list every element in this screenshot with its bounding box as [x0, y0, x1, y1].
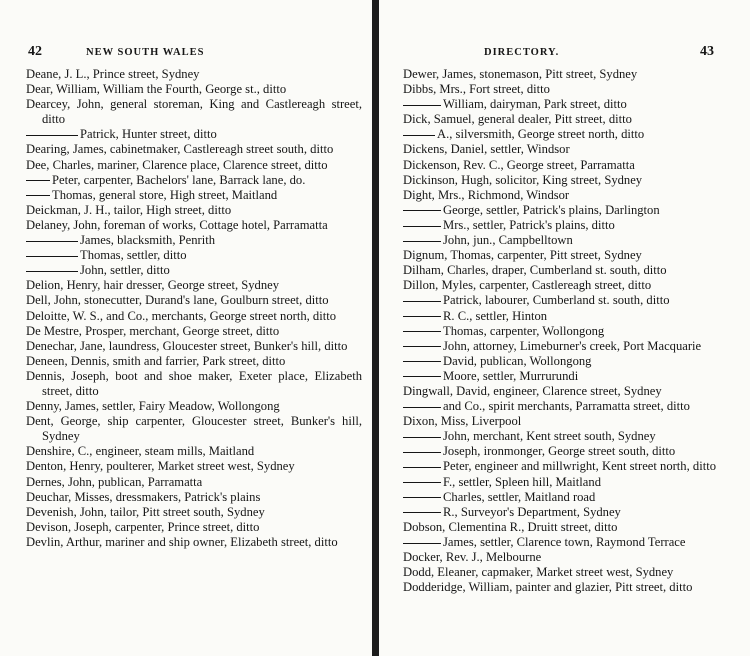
- left-page-number: 42: [28, 44, 42, 59]
- entry-text: Dearcey, John, general storeman, King and Castlereagh street, ditto: [26, 97, 362, 127]
- entry-text: Dell, John, stonecutter, Durand's lane, Goulburn street, ditto: [26, 293, 329, 308]
- entry-text: Devenish, John, tailor, Pitt street south, Sydney: [26, 504, 265, 519]
- entry-text: De Mestre, Prosper, merchant, George street, ditto: [26, 323, 280, 338]
- directory-entry: [403, 309, 733, 324]
- directory-entry: [26, 324, 362, 339]
- ditto-dash: [403, 376, 441, 377]
- directory-entry: [26, 490, 362, 505]
- directory-entry: [403, 218, 733, 233]
- directory-entry: [403, 475, 733, 490]
- ditto-dash: [403, 467, 441, 468]
- directory-entry: [403, 339, 733, 354]
- directory-entry: [403, 158, 733, 173]
- entry-text: Thomas, carpenter, Wollongong: [443, 323, 605, 338]
- entry-text: and Co., spirit merchants, Parramatta street, ditto: [443, 399, 690, 414]
- ditto-dash: [26, 135, 78, 136]
- right-running-head: DIRECTORY.: [484, 47, 560, 58]
- directory-entry: [26, 520, 362, 535]
- ditto-dash: [26, 271, 78, 272]
- directory-entry: [403, 580, 733, 595]
- right-page-header: [409, 44, 714, 62]
- entry-text: Deickman, J. H., tailor, High street, ditto: [26, 202, 232, 217]
- ditto-dash: [403, 543, 441, 544]
- entry-text: Dearing, James, cabinetmaker, Castlereagh street south, ditto: [26, 142, 334, 157]
- directory-entry: [403, 82, 733, 97]
- right-page-number: 43: [700, 44, 714, 59]
- entry-text: Dewer, James, stonemason, Pitt street, Sydney: [403, 67, 638, 81]
- directory-entry: [403, 173, 733, 188]
- ditto-dash: [403, 226, 441, 227]
- entry-text: Delaney, John, foreman of works, Cottage hotel, Parramatta: [26, 217, 328, 232]
- entry-text: Dobson, Clementina R., Druitt street, ditto: [403, 519, 618, 534]
- directory-entry: [403, 67, 733, 82]
- directory-entry: [403, 444, 733, 459]
- entry-text: John, attorney, Limeburner's creek, Port Macquarie: [443, 338, 702, 353]
- directory-entry: [403, 369, 733, 384]
- directory-entry: [26, 354, 362, 369]
- directory-entry: [403, 293, 733, 308]
- entry-text: Docker, Rev. J., Melbourne: [403, 550, 542, 564]
- directory-entry: [403, 550, 733, 565]
- entry-text: James, blacksmith, Penrith: [80, 233, 216, 248]
- directory-entry: [403, 399, 733, 414]
- right-page: [379, 0, 750, 656]
- entry-text: Dickens, Daniel, settler, Windsor: [403, 142, 570, 157]
- entry-text: John, settler, ditto: [80, 263, 170, 278]
- entry-text: Moore, settler, Murrurundi: [443, 368, 579, 383]
- directory-entry: [26, 505, 362, 520]
- directory-entry: [403, 535, 733, 550]
- directory-entry: [26, 158, 362, 173]
- book-gutter: [372, 0, 379, 656]
- directory-entry: [403, 97, 733, 112]
- ditto-dash: [403, 105, 441, 106]
- ditto-dash: [26, 180, 50, 181]
- right-entries-list: [403, 67, 733, 595]
- entry-text: Peter, engineer and millwright, Kent street north, ditto: [443, 459, 716, 474]
- directory-entry: [26, 203, 362, 218]
- directory-entry: [26, 444, 362, 459]
- entry-text: John, jun., Campbelltown: [443, 233, 573, 248]
- directory-entry: [26, 309, 362, 324]
- directory-entry: [403, 324, 733, 339]
- entry-text: Dibbs, Mrs., Fort street, ditto: [403, 82, 550, 97]
- entry-text: Dilham, Charles, draper, Cumberland st. south, ditto: [403, 263, 667, 278]
- entry-text: William, dairyman, Park street, ditto: [443, 97, 627, 112]
- entry-text: A., silversmith, George street north, ditto: [437, 127, 645, 142]
- entry-text: George, settler, Patrick's plains, Darlington: [443, 202, 660, 217]
- entry-text: Denny, James, settler, Fairy Meadow, Wollongong: [26, 399, 280, 414]
- directory-entry: [26, 218, 362, 233]
- entry-text: Dernes, John, publican, Parramatta: [26, 474, 203, 489]
- entry-text: David, publican, Wollongong: [443, 353, 592, 368]
- directory-entry: [26, 233, 362, 248]
- directory-entry: [26, 414, 362, 444]
- entry-text: Denton, Henry, poulterer, Market street west, Sydney: [26, 459, 295, 474]
- entry-text: Charles, settler, Maitland road: [443, 489, 596, 504]
- directory-entry: [403, 459, 733, 474]
- entry-text: John, merchant, Kent street south, Sydney: [443, 429, 656, 444]
- ditto-dash: [403, 301, 441, 302]
- directory-entry: [403, 142, 733, 157]
- entry-text: Joseph, ironmonger, George street south, ditto: [443, 444, 676, 459]
- directory-entry: [26, 293, 362, 308]
- directory-entry: [26, 142, 362, 157]
- entry-text: Dickinson, Hugh, solicitor, King street, Sydney: [403, 172, 643, 187]
- entry-text: Dight, Mrs., Richmond, Windsor: [403, 187, 570, 202]
- directory-entry: [403, 188, 733, 203]
- ditto-dash: [403, 361, 441, 362]
- ditto-dash: [403, 512, 441, 513]
- entry-text: James, settler, Clarence town, Raymond Terrace: [443, 534, 686, 549]
- entry-text: Dixon, Miss, Liverpool: [403, 414, 522, 429]
- entry-text: Delion, Henry, hair dresser, George street, Sydney: [26, 278, 280, 293]
- entry-text: Deloitte, W. S., and Co., merchants, George street north, ditto: [26, 308, 337, 323]
- directory-entry: [403, 490, 733, 505]
- ditto-dash: [403, 497, 441, 498]
- directory-entry: [26, 248, 362, 263]
- directory-entry: [403, 263, 733, 278]
- directory-entry: [403, 278, 733, 293]
- directory-entry: [403, 414, 733, 429]
- ditto-dash: [403, 241, 441, 242]
- entry-text: Dignum, Thomas, carpenter, Pitt street, Sydney: [403, 248, 642, 263]
- entry-text: Denechar, Jane, laundress, Gloucester street, Bunker's hill, ditto: [26, 338, 348, 353]
- entry-text: Dodderidge, William, painter and glazier, Pitt street, ditto: [403, 580, 693, 595]
- directory-entry: [26, 369, 362, 399]
- ditto-dash: [403, 346, 441, 347]
- directory-entry: [403, 429, 733, 444]
- entry-text: Denshire, C., engineer, steam mills, Maitland: [26, 444, 255, 459]
- entry-text: Patrick, Hunter street, ditto: [80, 127, 217, 142]
- directory-entry: [403, 520, 733, 535]
- ditto-dash: [403, 437, 441, 438]
- left-page: [0, 0, 372, 656]
- entry-text: Mrs., settler, Patrick's plains, ditto: [443, 217, 615, 232]
- directory-entry: [26, 339, 362, 354]
- entry-text: Dick, Samuel, general dealer, Pitt street, ditto: [403, 112, 632, 127]
- directory-entry: [403, 565, 733, 580]
- directory-entry: [26, 263, 362, 278]
- directory-entry: [403, 203, 733, 218]
- entry-text: Dent, George, ship carpenter, Gloucester street, Bunker's hill, Sydney: [26, 414, 362, 444]
- directory-entry: [26, 173, 362, 188]
- entry-text: Dodd, Eleaner, capmaker, Market street west, Sydney: [403, 565, 674, 580]
- entry-text: F., settler, Spleen hill, Maitland: [443, 474, 601, 489]
- ditto-dash: [26, 241, 78, 242]
- entry-text: Devison, Joseph, carpenter, Prince street, ditto: [26, 519, 260, 534]
- entry-text: Thomas, general store, High street, Maitland: [52, 187, 278, 202]
- entry-text: Dillon, Myles, carpenter, Castlereagh street, ditto: [403, 278, 652, 293]
- entry-text: Thomas, settler, ditto: [80, 248, 187, 263]
- ditto-dash: [403, 482, 441, 483]
- ditto-dash: [403, 452, 441, 453]
- ditto-dash: [403, 135, 435, 136]
- directory-entry: [26, 535, 362, 550]
- entry-text: Devlin, Arthur, mariner and ship owner, Elizabeth street, ditto: [26, 534, 338, 549]
- entry-text: Patrick, labourer, Cumberland st. south, ditto: [443, 293, 670, 308]
- directory-entry: [26, 82, 362, 97]
- directory-entry: [403, 112, 733, 127]
- directory-entry: [403, 233, 733, 248]
- ditto-dash: [403, 316, 441, 317]
- entry-text: Deuchar, Misses, dressmakers, Patrick's plains: [26, 489, 261, 504]
- left-page-header: [26, 44, 354, 62]
- entry-text: Deneen, Dennis, smith and farrier, Park street, ditto: [26, 353, 286, 368]
- directory-entry: [403, 127, 733, 142]
- entry-text: R., Surveyor's Department, Sydney: [443, 504, 621, 519]
- left-entries-list: [26, 67, 362, 550]
- directory-entry: [26, 97, 362, 127]
- directory-entry: [403, 354, 733, 369]
- directory-entry: [26, 459, 362, 474]
- ditto-dash: [403, 407, 441, 408]
- ditto-dash: [26, 256, 78, 257]
- directory-entry: [403, 384, 733, 399]
- entry-text: Dingwall, David, engineer, Clarence street, Sydney: [403, 383, 662, 398]
- entry-text: Dee, Charles, mariner, Clarence place, Clarence street, ditto: [26, 157, 328, 172]
- entry-text: Deane, J. L., Prince street, Sydney: [26, 67, 200, 81]
- directory-entry: [26, 67, 362, 82]
- left-running-head: NEW SOUTH WALES: [86, 47, 205, 58]
- directory-entry: [403, 248, 733, 263]
- ditto-dash: [403, 331, 441, 332]
- directory-entry: [26, 399, 362, 414]
- ditto-dash: [403, 210, 441, 211]
- directory-entry: [26, 278, 362, 293]
- directory-entry: [403, 505, 733, 520]
- directory-entry: [26, 188, 362, 203]
- entry-text: Dear, William, William the Fourth, George st., ditto: [26, 82, 287, 97]
- entry-text: Peter, carpenter, Bachelors' lane, Barrack lane, do.: [52, 172, 306, 187]
- entry-text: R. C., settler, Hinton: [443, 308, 548, 323]
- entry-text: Dennis, Joseph, boot and shoe maker, Exeter place, Elizabeth street, ditto: [26, 368, 362, 398]
- directory-entry: [26, 127, 362, 142]
- directory-entry: [26, 475, 362, 490]
- entry-text: Dickenson, Rev. C., George street, Parramatta: [403, 157, 635, 172]
- ditto-dash: [26, 195, 50, 196]
